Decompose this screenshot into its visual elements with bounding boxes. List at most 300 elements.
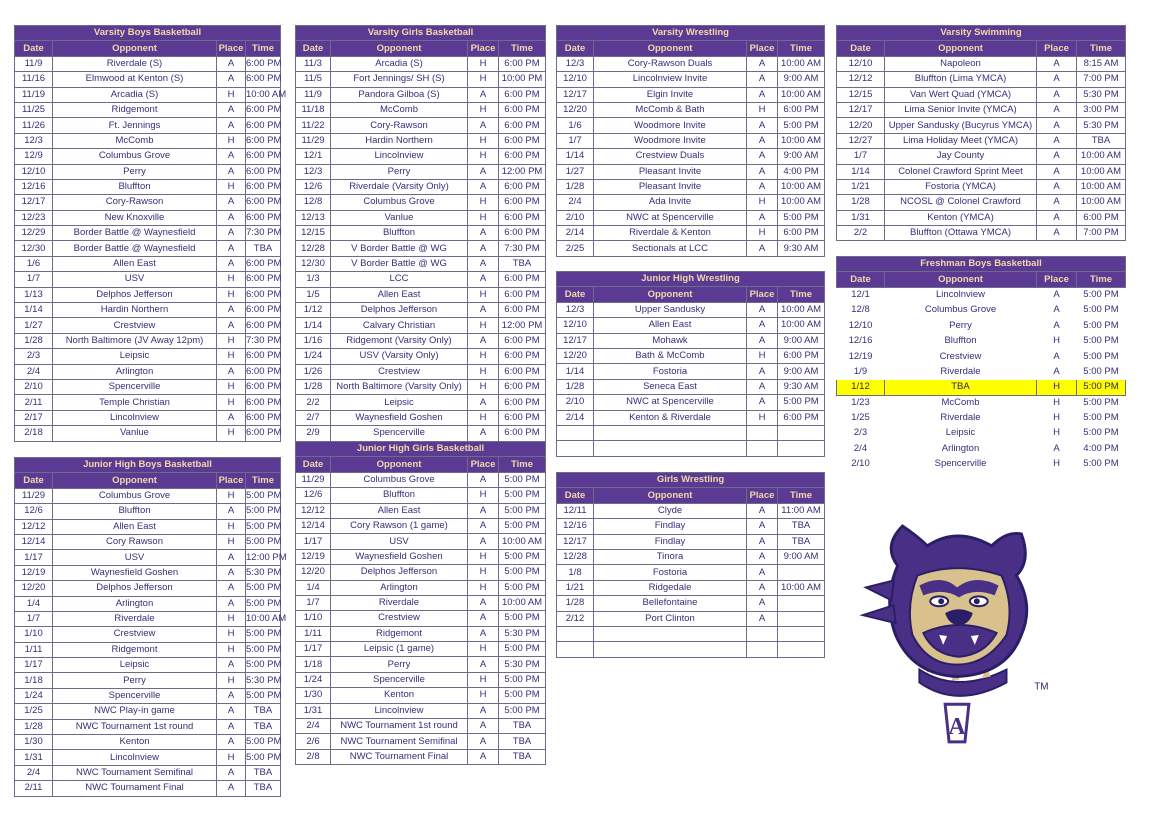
date-cell: 12/15 [296,226,331,241]
opponent-cell: Arlington [53,364,217,379]
date-cell: 12/16 [15,179,53,194]
date-cell: 1/7 [557,133,594,148]
time-cell: 4:00 PM [778,164,825,179]
opponent-cell: NWC Tournament Semifinal [331,734,468,749]
time-cell: 6:00 PM [499,179,546,194]
place-cell: H [217,87,246,102]
table-row [15,333,281,348]
opponent-cell: V Border Battle @ WG [331,256,468,271]
opponent-cell: Woodmore Invite [594,118,747,133]
table-row [557,133,825,148]
table-row [296,241,546,256]
table-row [557,642,825,657]
time-cell: 6:00 PM [246,318,281,333]
collar-tag-icon [945,704,969,742]
opponent-cell: Ridgemont [331,626,468,641]
place-cell: A [747,87,778,102]
date-cell: 1/17 [15,550,53,565]
time-cell [778,626,825,641]
time-cell: 6:00 PM [246,349,281,364]
date-cell: 12/6 [296,179,331,194]
table-row [557,226,825,241]
place-cell: A [217,781,246,796]
place-cell: A [468,256,499,271]
time-cell: 9:00 AM [778,149,825,164]
opponent-cell: Riverdale (S) [53,56,217,71]
column-header-place: Place [468,457,499,472]
table-row [837,226,1126,241]
opponent-cell: Upper Sandusky (Bucyrus YMCA) [885,118,1037,133]
place-cell: H [468,149,499,164]
opponent-cell: NWC Tournament 1st round [53,719,217,734]
date-cell [557,642,594,657]
date-cell: 1/25 [15,704,53,719]
table-row [296,565,546,580]
opponent-cell: Lima Holiday Meet (YMCA) [885,133,1037,148]
opponent-cell: Cory Rawson [53,534,217,549]
time-cell: 10:00 AM [1077,179,1126,194]
date-cell: 1/7 [15,272,53,287]
date-cell: 12/12 [837,72,885,87]
opponent-cell: NWC Tournament Final [331,749,468,764]
opponent-cell: Kenton (YMCA) [885,210,1037,225]
opponent-cell: Ridgemont (Varsity Only) [331,333,468,348]
date-cell: 12/10 [557,72,594,87]
opponent-cell: Crestview Duals [594,149,747,164]
opponent-cell [594,441,747,456]
time-cell: 5:00 PM [778,395,825,410]
table-row [557,534,825,549]
table-row [296,534,546,549]
opponent-cell: Spencerville [53,688,217,703]
place-cell: A [217,241,246,256]
table-row [296,149,546,164]
table-row [15,719,281,734]
table-row [557,441,825,456]
table-row [837,210,1126,225]
date-cell: 12/19 [296,549,331,564]
table-row [837,102,1126,117]
column-header-opponent: Opponent [594,488,747,503]
date-cell [557,626,594,641]
opponent-cell: Lincolnview [331,149,468,164]
date-cell: 12/12 [296,503,331,518]
opponent-cell: Spencerville [934,458,987,470]
time-cell: 6:00 PM [778,410,825,425]
place-cell: A [747,596,778,611]
opponent-cell: Waynesfield Goshen [331,410,468,425]
table-row [15,287,281,302]
opponent-cell: NWC Tournament Final [53,781,217,796]
date-cell: 1/3 [296,272,331,287]
opponent-cell: Perry [53,164,217,179]
table-row [557,626,825,641]
opponent-cell: Riverdale (Varsity Only) [331,179,468,194]
opponent-cell: Findlay [594,534,747,549]
table-row [15,349,281,364]
time-cell: 5:30 PM [246,565,281,580]
opponent-cell: USV [53,272,217,287]
place-cell: H [217,379,246,394]
time-cell: TBA [1077,133,1126,148]
table-row [296,672,546,687]
opponent-cell: Pleasant Invite [594,164,747,179]
date-cell: 1/7 [15,611,53,626]
table-row [15,318,281,333]
junior-high-wrestling-table [556,271,825,457]
place-cell: H [217,673,246,688]
table-row [296,580,546,595]
time-cell: 5:00 PM [1083,427,1119,439]
place-cell: A [468,534,499,549]
table-row [296,642,546,657]
table-row [557,395,825,410]
column-header-time: Time [499,41,546,56]
opponent-cell: Riverdale [53,611,217,626]
time-cell: 5:00 PM [499,611,546,626]
time-cell: 10:00 AM [778,318,825,333]
opponent-cell: Colonel Crawford Sprint Meet [885,164,1037,179]
place-cell: A [217,735,246,750]
place-cell: H [747,410,778,425]
table-row [296,472,546,487]
date-cell: 12/3 [296,164,331,179]
time-cell: 10:00 PM [499,72,546,87]
time-cell: 6:00 PM [778,102,825,117]
place-cell: A [468,719,499,734]
time-cell: 5:00 PM [1083,319,1119,331]
date-cell: 11/9 [296,87,331,102]
place-cell: H [468,133,499,148]
table-row [837,380,1126,395]
date-cell: 12/15 [837,87,885,102]
place-cell: H [217,642,246,657]
table-row [557,333,825,348]
column-header-date: Date [557,488,594,503]
place-cell: A [217,765,246,780]
column-header-time: Time [246,473,281,488]
opponent-cell: Clyde [594,503,747,518]
date-cell: 1/8 [557,565,594,580]
date-cell: 1/25 [851,412,870,424]
table-row [557,164,825,179]
time-cell: 5:00 PM [499,549,546,564]
column-header-opponent: Opponent [594,41,747,56]
table-row [296,87,546,102]
table-row [296,703,546,718]
place-cell: A [217,256,246,271]
opponent-cell: Allen East [53,519,217,534]
place-cell: A [217,704,246,719]
time-cell: 6:00 PM [246,303,281,318]
time-cell: 10:00 AM [778,580,825,595]
place-cell: A [468,734,499,749]
time-cell: 5:00 PM [499,672,546,687]
date-cell: 2/14 [557,410,594,425]
opponent-cell: Crestview [331,611,468,626]
opponent-cell: Arcadia (S) [331,56,468,71]
time-cell: 5:00 PM [246,581,281,596]
date-cell: 2/12 [557,611,594,626]
opponent-cell: Napoleon [885,56,1037,71]
date-cell: 12/10 [837,56,885,71]
date-cell: 2/3 [853,427,868,439]
bulldog-mascot-logo [858,505,1056,755]
table-row [557,348,825,363]
varsity-swimming-table [836,25,1126,241]
date-cell: 2/17 [15,410,53,425]
date-cell: 1/24 [296,672,331,687]
opponent-cell: Fostoria [594,364,747,379]
opponent-cell: Arlington [941,442,980,454]
opponent-cell: Leipsic [53,349,217,364]
table-title-row [296,442,546,457]
table-row [296,379,546,394]
time-cell: 10:00 AM [1077,149,1126,164]
date-cell: 12/9 [15,149,53,164]
time-cell: 6:00 PM [499,364,546,379]
place-cell: H [1037,380,1077,395]
table-row [296,333,546,348]
table-row [15,102,281,117]
table-row [296,303,546,318]
time-cell: 12:00 PM [499,318,546,333]
table-row [296,195,546,210]
time-cell: 5:00 PM [499,642,546,657]
date-cell: 1/18 [296,657,331,672]
opponent-cell: Crestview [53,318,217,333]
table-row [296,503,546,518]
opponent-cell: McComb & Bath [594,102,747,117]
opponent-cell: LCC [331,272,468,287]
place-cell: A [747,379,778,394]
opponent-cell: Lincolnview [53,750,217,765]
time-cell: 6:00 PM [499,56,546,71]
date-cell: 1/28 [15,719,53,734]
time-cell: 6:00 PM [246,395,281,410]
date-cell: 1/17 [296,642,331,657]
time-cell: 9:00 AM [778,72,825,87]
opponent-cell: Sectionals at LCC [594,241,747,256]
date-cell: 1/27 [15,318,53,333]
opponent-cell: Port Clinton [594,611,747,626]
date-cell: 12/14 [296,518,331,533]
table-row [557,302,825,317]
table-row [557,565,825,580]
table-row [557,379,825,394]
date-cell: 12/14 [15,534,53,549]
table-row [557,195,825,210]
opponent-cell [594,626,747,641]
time-cell: 6:00 PM [499,379,546,394]
column-header-opponent: Opponent [885,272,1037,287]
place-cell: H [468,549,499,564]
opponent-cell: USV [331,534,468,549]
opponent-cell: Columbus Grove [924,304,997,316]
opponent-cell: North Baltimore (Varsity Only) [331,379,468,394]
opponent-cell: NCOSL @ Colonel Crawford [885,195,1037,210]
table-row [837,349,1126,364]
opponent-cell: Bluffton [331,226,468,241]
opponent-cell: Bath & McComb [594,348,747,363]
time-cell: 10:00 AM [778,302,825,317]
date-cell: 12/3 [557,302,594,317]
table-row [296,133,546,148]
place-cell: H [217,333,246,348]
column-header-place: Place [217,41,246,56]
table-row [837,457,1126,472]
date-cell: 2/2 [296,395,331,410]
date-cell: 12/20 [557,102,594,117]
table-row [837,287,1126,302]
column-header-date: Date [557,41,594,56]
table-row [296,688,546,703]
place-cell: A [468,164,499,179]
column-header-place: Place [1037,41,1077,56]
time-cell: 6:00 PM [499,226,546,241]
time-cell: 5:00 PM [1083,335,1119,347]
opponent-cell: Ada Invite [594,195,747,210]
table-row [557,596,825,611]
place-cell: H [217,395,246,410]
table-row [296,364,546,379]
time-cell: 9:00 AM [778,364,825,379]
opponent-cell: Spencerville [331,426,468,441]
date-cell: 12/30 [296,256,331,271]
place-cell: H [468,379,499,394]
place-cell: H [468,195,499,210]
table-row [837,333,1126,348]
opponent-cell: NWC at Spencerville [594,210,747,225]
column-header-place: Place [747,488,778,503]
place-cell: A [217,719,246,734]
date-cell: 1/11 [15,642,53,657]
date-cell: 12/30 [15,241,53,256]
date-cell: 2/2 [837,226,885,241]
opponent-cell: Lincolnview [331,703,468,718]
date-cell: 1/28 [557,379,594,394]
opponent-cell: Cory Rawson (1 game) [331,518,468,533]
place-cell: A [217,102,246,117]
table-row [296,395,546,410]
table-title-row [837,257,1126,272]
place-cell: H [468,287,499,302]
date-cell: 1/24 [15,688,53,703]
time-cell: 5:00 PM [246,688,281,703]
place-cell: H [217,534,246,549]
date-cell: 12/28 [557,549,594,564]
place-cell: A [1053,442,1060,454]
table-title-row [557,26,825,41]
place-cell [747,642,778,657]
place-cell: A [747,118,778,133]
table-row [15,118,281,133]
date-cell: 1/6 [557,118,594,133]
date-cell: 12/29 [15,226,53,241]
place-cell: A [747,56,778,71]
opponent-cell: Kenton & Riverdale [594,410,747,425]
table-row [837,303,1126,318]
table-row [15,550,281,565]
table-row [296,749,546,764]
table-row [15,256,281,271]
table-row [296,595,546,610]
table-row [296,426,546,441]
date-cell: 1/28 [837,195,885,210]
girls-wrestling-table [556,472,825,658]
place-cell: H [747,102,778,117]
opponent-cell: Ridgemont [53,102,217,117]
opponent-cell: NWC at Spencerville [594,395,747,410]
time-cell: 10:00 AM [1077,164,1126,179]
time-cell: 6:00 PM [246,364,281,379]
date-cell: 1/28 [557,596,594,611]
time-cell: 6:00 PM [499,102,546,117]
date-cell: 2/4 [296,719,331,734]
place-cell: H [1053,427,1060,439]
time-cell: 10:00 AM [499,595,546,610]
opponent-cell: Elgin Invite [594,87,747,102]
time-cell: 6:00 PM [246,72,281,87]
table-row [557,149,825,164]
place-cell [747,626,778,641]
table-row [15,750,281,765]
place-cell: H [468,364,499,379]
table-row [296,657,546,672]
place-cell: A [747,549,778,564]
opponent-cell: Bluffton [331,488,468,503]
table-row [557,210,825,225]
table-row [15,226,281,241]
time-cell: 5:00 PM [1083,412,1119,424]
column-header-date: Date [296,41,331,56]
date-cell: 12/1 [296,149,331,164]
place-cell: H [217,133,246,148]
date-cell: 12/20 [15,581,53,596]
opponent-cell: Riverdale [940,412,981,424]
date-cell: 1/31 [296,703,331,718]
place-cell: A [468,118,499,133]
column-header-opponent: Opponent [594,287,747,302]
place-cell: H [1053,412,1060,424]
table-row [296,102,546,117]
opponent-cell: Spencerville [331,672,468,687]
place-cell: A [1037,179,1077,194]
table-title: Varsity Boys Basketball [15,26,281,41]
date-cell: 2/18 [15,426,53,441]
time-cell: 7:30 PM [246,226,281,241]
time-cell: TBA [499,734,546,749]
date-cell: 2/4 [557,195,594,210]
table-title: Junior High Boys Basketball [15,458,281,473]
table-row [296,349,546,364]
table-row [296,118,546,133]
place-cell: A [468,503,499,518]
opponent-cell: Spencerville [53,379,217,394]
date-cell: 2/11 [15,395,53,410]
freshman-boys-basketball-table [836,256,1126,472]
opponent-cell: Allen East [53,256,217,271]
time-cell: 5:00 PM [778,210,825,225]
table-row [557,410,825,425]
table-row [15,87,281,102]
place-cell: H [217,272,246,287]
time-cell: 6:00 PM [499,272,546,287]
date-cell: 1/6 [15,256,53,271]
opponent-cell: Bellefontaine [594,596,747,611]
table-row [837,410,1126,425]
opponent-cell: USV (Varsity Only) [331,349,468,364]
